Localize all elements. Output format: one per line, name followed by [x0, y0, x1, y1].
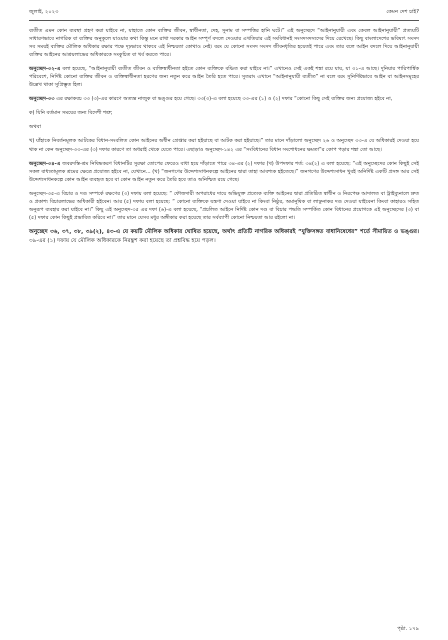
- article-heading: অনুচ্ছেদ-৩৪-এ: [29, 160, 61, 167]
- closing-paragraph: [29, 228, 419, 246]
- paragraph: অনুচ্ছেদ-৩৪-এ জবরদস্তি-শ্রম নিষিদ্ধকরণ বিধানটির সুরক্ষা তোপের ফেরেও বাধা হয়ে দাঁড়াতে পারে ৩৪-এর (২) দফার (খ) উপদফার শর্ত: ৩৪(২) এ বলা হয়েছে: “এই অনুচ্ছেদের কোন কিছুই সেই সকল বাধ্যতামূলক শ্রমের ক্ষেত্রে প্রযোজ্য হইবে না, যেখানে... (খ) “জনগণের উদ্দেশ্যসাধনকল্পে আইনের দ্বারা তাহা আবশ্যক হইতেছে।” জনগণের উদ্দেশ্যসাধন খুবই অনির্দিষ্ট একটি প্রসঙ্গ আর সেই উদ্দেশ্যসাধনকল্পে কোন আইন ব্যবহৃত হবে বা কোন আইন নতুন করে তৈরি হবে তাও অনিশ্চিত রয়ে গেছে।: [29, 160, 419, 183]
- header-title: কেমন দেশ চাই?: [386, 9, 419, 15]
- header-date: জুলাই, ২০২৩: [29, 9, 59, 15]
- paragraph: অনুচ্ছেদ-৩৫-এ বিচার ও দণ্ড সম্পর্কে রক্ষণের (৩) দফায় বলা হয়েছে: “ ফৌজদারী অপরাধের দায়ে অভিযুক্ত প্রত্যেক ব্যক্তি আইনের দ্বারা প্রতিষ্ঠিত স্বাধীন ও নিরপেক্ষ আদালত বা ট্রাইব্যুনালে দ্রুত ও প্রকাশ্য বিচারলাভের অধিকারী হইবেন। আর (৫) দফায় বলা হয়েছে: “ কোনো ব্যক্তিকে যন্ত্রণা দেওয়া যাইবে না কিংবা নিষ্ঠুর, অমানুষিক বা লাঞ্ছনাকর দণ্ড দেওয়া যাইবেনা কিংবা কাহারও সহিত অনুরূপ ব্যবহার করা যাইবে না।” কিছু এই অনুচ্ছেদ-৩৫ এর দফা (৬)-এ বলা হয়েছে, “প্রচলিত আইনে নির্দিষ্ট কোন দণ্ড বা বিচার পদ্ধতি সম্পর্কিত কোন বিধানের প্রয়োগকে এই অনুচ্ছেদের (৩) বা (৫) দফার কোন কিছুই প্রভাবিত করিবে না।” তার মানে যেসব মধুর অঙ্গীকার করা হয়েছে তার সর্বব্যাপী কোনো নিশ্চয়তা আর রইলো না।: [29, 190, 419, 221]
- article-heading: অনুচ্ছেদ-৩২-এ: [29, 66, 61, 73]
- closing-text: ৩৯-এর (১) দফায় যে মৌলিক অধিকারকে নিরঙ্কুশ করা হয়েছে তা প্রশ্নবিদ্ধ হয়ে পড়ল।: [29, 237, 216, 244]
- paragraph: ক) যিনি বর্তমান সময়ের জন্য বিদেশী শত্রু;: [29, 110, 113, 117]
- paragraph: অনুচ্ছেদ-৩২-এ বলা হয়েছে, “আইনানুযায়ী ব্যতীত জীবন ও ব্যক্তিস্বাধীনতা হইতে কোন ব্যক্তিকে বঞ্চিত করা যাইবে না।” এখানেও সেই একই শঙ্কা রয়ে যায়, যা ৩১-এ আছে। দুনিয়ার পারিপার্শ্বিক পরিবেশে, নির্দিষ্ট কোনো ব্যক্তির জীবন ও ব্যক্তিস্বাধীনতা হরণের জন্য নতুন করে আইন তৈরি হতে পারে। সুতরাং এখানে “আইনানুযায়ী ব্যতীত” না বলে বরং সুনির্দিষ্টভাবে আইন বা আইনসমূহের উল্লেখ থাকা সুপ্রিম্ভূত হিল।: [29, 66, 419, 89]
- article-heading: অনুচ্ছেদ-৩৩: [29, 96, 55, 103]
- page-header: [29, 8, 419, 18]
- paragraph: অনুচ্ছেদ-৩৩ এর রক্ষাকবচ ৩৩ (৩)-এর কারণে অত্যন্ত নাজুক বা ভঙ্গুর হয়ে গেছে। ৩৩(৩)-এ বলা হয়েছে ৩৩-এর (১) ও (২) দফার “কোনো কিছু সেই ব্যক্তির জন্য প্রযোজ্য হইবে না,: [29, 96, 393, 103]
- closing-bold: অনুচ্ছেদ ৩৬, ৩৭, ৩৮, ৩৯(২), ৪৩-এ যে কয়টি মৌলিক অধিকার ঘোষিত হয়েছে, অর্থাৎ প্রতিটি নাগরিক অধিকারই “যুক্তিসঙ্গত বাধানিষেধের” শর্তে সীমায়িত ও ভঙ্গুর।: [29, 228, 419, 235]
- paragraph: খ) যাঁহাকে নিবর্তনমূলক আটকের বিধান-সংবলিত কোন আইনের অধীন গ্রেপ্তার করা হইয়াছে বা আটক করা হইয়াছে।” তার মানে দাঁড়ালো অনুচ্ছেদ ২৬ ও অনুচ্ছেদ ৩৩-এ যে অধিকারই দেওয়া হয়ে থাক না কেন অনুচ্ছেদ-৩৩-এর (৩) দফার কারণে তা অধরাই থেকে যেতে পারে। এছাড়াও অনুচ্ছেদ-১৪২ এর “সংবিধানের বিধান সংশোধনের ক্ষমতা”র কোপ পড়ার শঙ্কা তো আছে।: [29, 138, 419, 153]
- header-divider: [29, 20, 419, 21]
- paragraph: ব্যতীত এমন কোন ব্যবস্থা গ্রহণ করা যাইবে না, যাহাতে কোন ব্যক্তির জীবন, স্বাধীনতা, দেহ, সুনাম বা সম্পত্তির হানি ঘটে।” এই অনুচ্ছেদে “আইনানুযায়ী এবং কেবল আইনানুযায়ী” প্রত্যয়টি সাধারণভাবে নাগরিক বা ব্যক্তির অনুকূলে যাওয়ার কথা কিন্তু মনে রাখা দরকার আইন সম্পূর্ণ বদলে দেওয়ার এখতিয়ার এই সংবিধানই সংসদসদস্যদের দিয়ে রেখেছে। কিছু বাংলাদেশের ভবিষ্যৎ সংসদ সব সময়ই ব্যক্তির মৌলিক অধিকার রক্ষার পক্ষে দৃঢ়ভাবে থাকবে এই নিশ্চয়তা কোথাও নেই। বরং যে কোনো সংসদ সংসদ জীবনধৃতির হয়েতই পারে এবং তার বলে আইন বদলে দিয়ে আইনানুযায়ী ব্যক্তির আইনের আশ্রয়লাভের অধিকারকে সংকুচিত বা খর্ব করতে পারে।: [29, 28, 419, 59]
- paragraph: অথবা: [29, 124, 41, 131]
- page-number: পৃষ্ঠা. ১৭৯: [397, 626, 419, 632]
- body-text: [29, 27, 419, 252]
